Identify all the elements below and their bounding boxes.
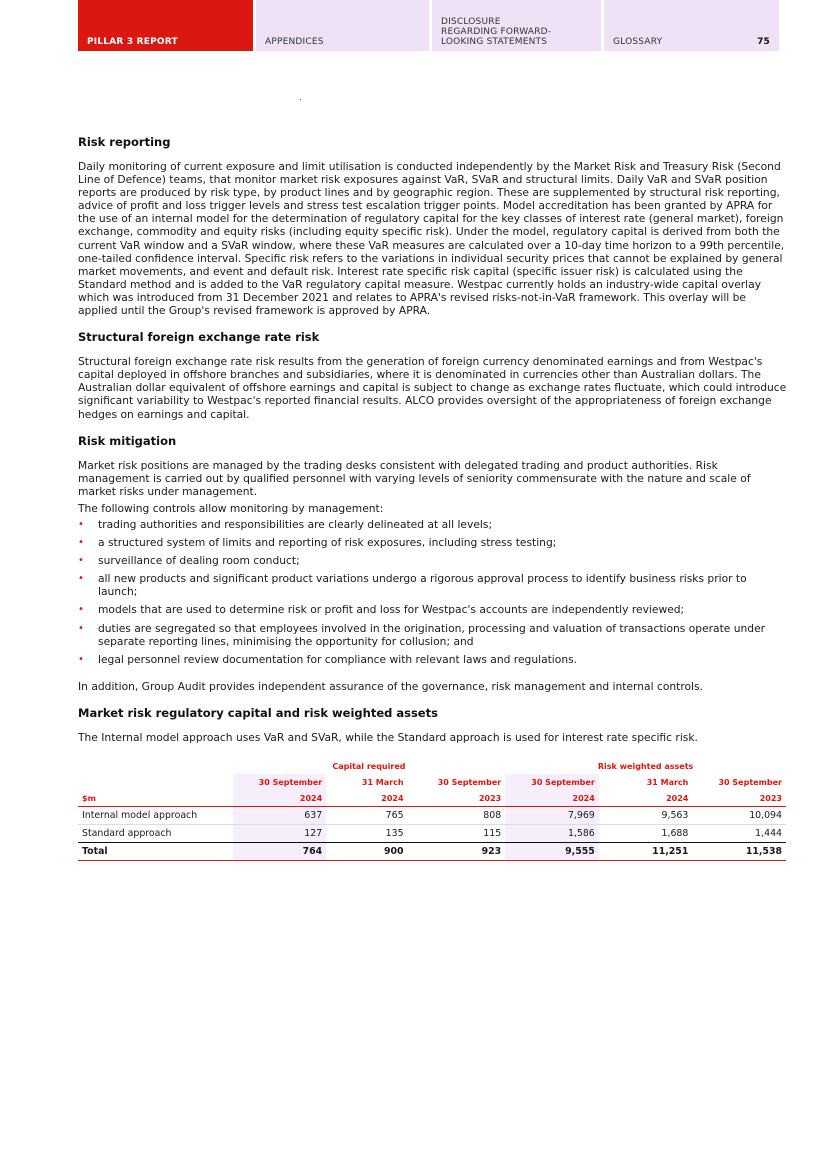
row-label: Total: [78, 843, 233, 861]
list-item-text: trading authorities and responsibilities are clearly delineated at all levels;: [98, 517, 493, 531]
group-header-capital-required: Capital required: [332, 761, 406, 771]
paragraph-group-audit: In addition, Group Audit provides independent assurance of the governance, risk management and internal controls.: [78, 679, 703, 693]
table-cell: 9,563: [599, 807, 693, 825]
table-cell: 9,555: [505, 843, 599, 861]
paragraph-risk-mitigation: Market risk positions are managed by the trading desks consistent with delegated trading and product authorities. Risk management is carried out by qualified personnel with varying levels of seniority commensurate with the nature and scale of market risks under management.: [78, 458, 751, 498]
heading-structural-fx: Structural foreign exchange rate risk: [78, 330, 320, 345]
tab-glossary[interactable]: [604, 0, 779, 51]
market-risk-capital-table: [78, 758, 786, 861]
table-cell: 1,586: [505, 825, 599, 843]
column-date: 30 September: [505, 774, 599, 790]
table-row: [78, 807, 786, 825]
column-year: 2024: [505, 790, 599, 807]
table-row: [78, 825, 786, 843]
bullet-icon: •: [78, 653, 84, 665]
bullet-icon: •: [78, 537, 84, 549]
group-header-risk-weighted-assets: Risk weighted assets: [597, 761, 694, 771]
paragraph-structural-fx: Structural foreign exchange rate risk results from the generation of foreign currency denominated earnings and from Westpac's capital deployed in offshore branches and subsidiaries, where it is denominated in currencies other than Australian dollars. The Australian dollar equivalent of offshore earnings and capital is subject to change as exchange rates fluctuate, which could introduce significant variability to Westpac's reported financial results. ALCO provides oversight of the appropriateness of foreign exchange hedges on earnings and capital.: [78, 355, 787, 421]
bullet-icon: •: [78, 573, 84, 585]
section-risk-mitigation: [78, 434, 788, 693]
table-cell: 764: [233, 843, 327, 861]
unit-label: $m: [78, 790, 233, 807]
list-item: [78, 653, 788, 666]
column-date: 30 September: [437, 777, 502, 787]
list-item: [78, 572, 788, 598]
heading-risk-reporting: Risk reporting: [78, 135, 171, 149]
top-navigation: [78, 0, 782, 51]
table-cell: 1,688: [661, 828, 689, 839]
bullet-icon: •: [78, 604, 84, 616]
list-item: [78, 554, 788, 567]
section-risk-reporting: [78, 135, 788, 317]
list-item-text: duties are segregated so that employees involved in the origination, processing and valuation of transactions operate under separate reporting lines, minimising the opportunity for collusion; and: [98, 621, 766, 648]
page-content: [78, 135, 788, 874]
column-year: 2023: [692, 790, 786, 807]
page-number: 75: [757, 37, 770, 47]
tab-pillar-3-report[interactable]: PILLAR 3 REPORT: [78, 0, 253, 51]
list-item: [78, 536, 788, 549]
column-year: 2024: [233, 790, 327, 807]
row-label: Standard approach: [82, 828, 172, 839]
list-item-text: legal personnel review documentation for compliance with relevant laws and regulations.: [98, 652, 578, 666]
column-year: 2024: [599, 790, 693, 807]
table-cell: 11,251: [599, 843, 693, 861]
bullet-icon: •: [78, 622, 84, 634]
tab-forward-looking-statements[interactable]: DISCLOSURE REGARDING FORWARD- LOOKING STATEMENTS: [432, 0, 601, 51]
list-item-text: models that are used to determine risk or profit and loss for Westpac's accounts are independently reviewed;: [98, 603, 685, 617]
table-cell: 808: [408, 807, 506, 825]
controls-list: [78, 518, 788, 666]
paragraph-risk-reporting: Daily monitoring of current exposure and limit utilisation is conducted independently by the Market Risk and Treasury Risk (Second Line of Defence) teams, that monitor market risk exposures against VaR, SVaR and structural limits. Daily VaR and SVaR position reports are produced by risk type, by product lines and by geographic region. These are supplemented by structural risk reporting, advice of profit and loss trigger levels and stress test escalation trigger points. Model accreditation has been granted by APRA for the use of an internal model for the determination of regulatory capital for the key classes of interest rate (general market), foreign exchange, commodity and equity risks (including equity specific risk). Under the model, regulatory capital is derived from both the current VaR window and a SVaR window, where these VaR measures are calculated over a 10-day time horizon to a 99th percentile, one-tailed confidence interval. Specific risk refers to the variations in individual security prices that cannot be explained by general market movements, and event and default risk. Interest rate specific risk capital (specific issuer risk) is calculated using the Standard method and is added to the VaR regulatory capital measure. Westpac currently holds an industry-wide capital overlay which was introduced from 31 December 2021 and relates to APRA's revised risks-not-in-VaR framework. This overlay will be applied until the Group's revised framework is approved by APRA.: [78, 160, 785, 318]
table-cell: 765: [326, 807, 407, 825]
tab-appendices[interactable]: APPENDICES: [256, 0, 429, 51]
list-item: [78, 622, 788, 648]
table-cell: 7,969: [505, 807, 599, 825]
paragraph-market-risk-capital: The Internal model approach uses VaR and SVaR, while the Standard approach is used for interest rate specific risk.: [78, 730, 698, 744]
heading-market-risk-capital: Market risk regulatory capital and risk weighted assets: [78, 705, 438, 720]
list-item-text: a structured system of limits and reporting of risk exposures, including stress testing;: [98, 536, 557, 550]
table-cell: 115: [483, 828, 502, 839]
heading-risk-mitigation: Risk mitigation: [78, 433, 177, 448]
table-cell: 10,094: [692, 807, 786, 825]
table-cell: 900: [326, 843, 407, 861]
table-cell: 11,538: [692, 843, 786, 861]
column-date: 30 September: [233, 774, 327, 790]
list-item-text: surveillance of dealing room conduct;: [98, 554, 300, 568]
list-item: [78, 518, 788, 531]
list-item-text: all new products and significant product variations undergo a rigorous approval process to identify business risks prior to launch;: [98, 572, 747, 599]
bullet-icon: •: [78, 555, 84, 567]
column-year: 2024: [326, 790, 407, 807]
tab-glossary-label: GLOSSARY: [613, 37, 663, 47]
section-structural-fx: [78, 330, 788, 420]
table-total-row: [78, 843, 786, 861]
table-cell: 127: [233, 825, 327, 843]
bullet-icon: •: [78, 518, 84, 530]
section-market-risk-capital: [78, 706, 788, 861]
controls-intro: The following controls allow monitoring by management:: [78, 501, 384, 515]
column-date: 30 September: [718, 777, 782, 787]
list-item: [78, 603, 788, 616]
table-cell: 923: [408, 843, 506, 861]
column-year: 2023: [408, 790, 506, 807]
row-label: Internal model approach: [78, 807, 233, 825]
table-cell: 135: [385, 828, 404, 839]
column-date: 31 March: [646, 777, 689, 787]
table-cell: 1,444: [755, 828, 782, 839]
column-date: 31 March: [361, 777, 404, 787]
stray-dot: [300, 99, 301, 100]
table-cell: 637: [233, 807, 327, 825]
